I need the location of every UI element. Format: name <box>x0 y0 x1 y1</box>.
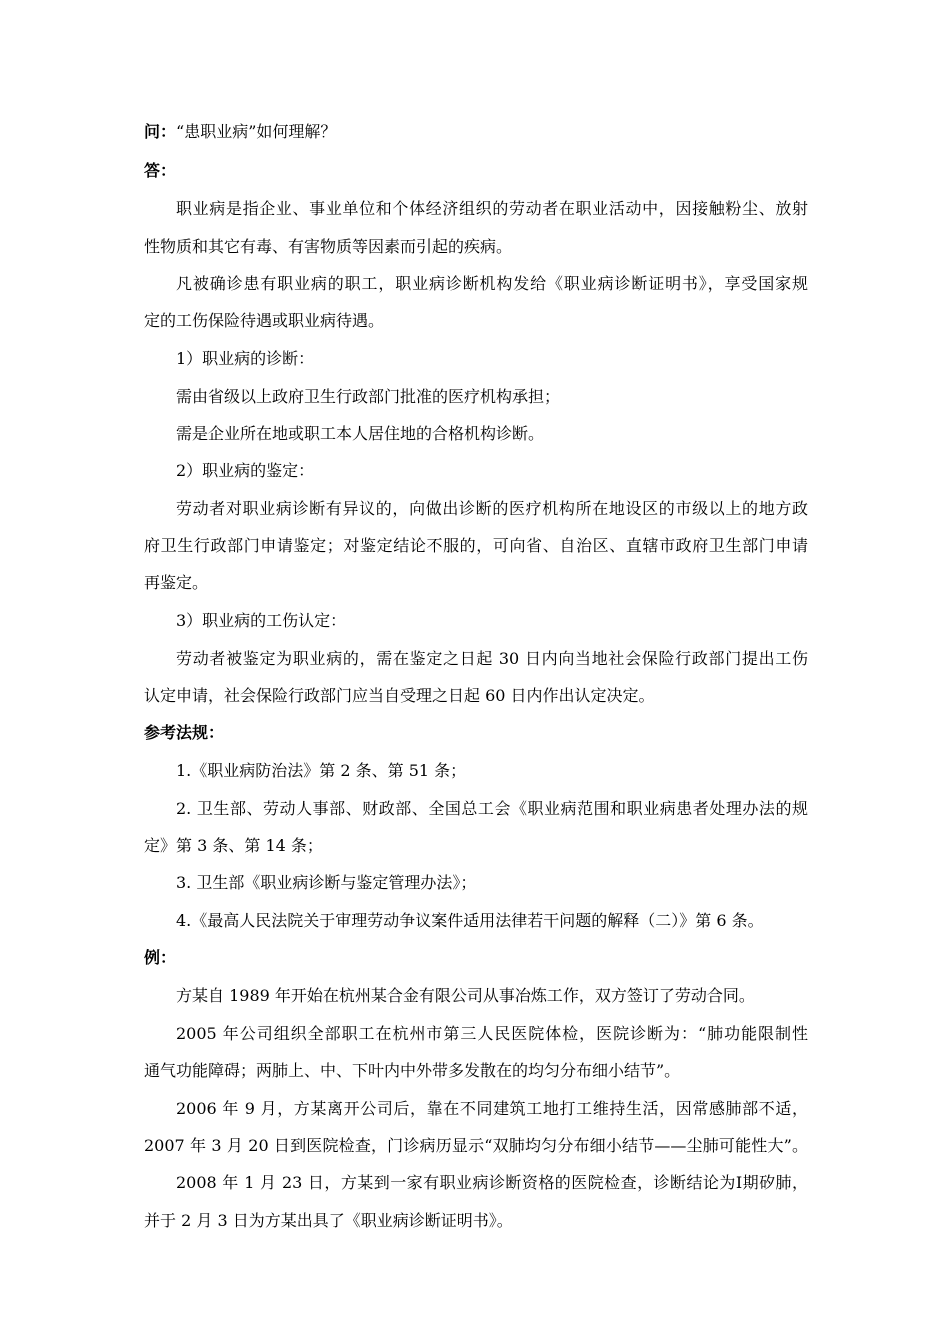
reference-item-2-line1: 2. 卫生部、劳动人事部、财政部、全国总工会《职业病范围和职业病患者处理办法的规 <box>176 799 808 818</box>
question-line <box>144 121 336 143</box>
example-p2-line1: 2005 年公司组织全部职工在杭州市第三人民医院体检，医院诊断为：“肺功能限制性 <box>176 1024 808 1043</box>
references-heading: 参考法规： <box>144 723 225 742</box>
example-heading: 例： <box>144 948 177 967</box>
example-p4-line1: 2008 年 1 月 23 日，方某到一家有职业病诊断资格的医院检查，诊断结论为Ⅰ期矽肺， <box>176 1173 808 1192</box>
example-p3-line2: 2007 年 3 月 20 日到医院检查，门诊病历显示“双肺均匀分布细小结节——尘肺可能性大”。 <box>144 1136 808 1155</box>
answer-p2-line2: 定的工伤保险待遇或职业病待遇。 <box>144 311 385 330</box>
example-p1: 方某自 1989 年开始在杭州某合金有限公司从事冶炼工作，双方签订了劳动合同。 <box>176 986 755 1005</box>
injury-line2: 认定申请，社会保险行政部门应当自受理之日起 60 日内作出认定决定。 <box>144 686 655 705</box>
question-label: 问： <box>144 122 177 141</box>
appraisal-line1: 劳动者对职业病诊断有异议的，向做出诊断的医疗机构所在地设区的市级以上的地方政 <box>176 499 808 518</box>
reference-item-1: 1.《职业病防治法》第 2 条、第 51 条； <box>176 761 467 780</box>
example-p2-line2: 通气功能障碍；两肺上、中、下叶内中外带多发散在的均匀分布细小结节”。 <box>144 1061 681 1080</box>
answer-p1-line2: 性物质和其它有毒、有害物质等因素而引起的疾病。 <box>144 237 513 256</box>
question-text: “患职业病”如何理解？ <box>176 122 337 141</box>
reference-item-4: 4.《最高人民法院关于审理劳动争议案件适用法律若干问题的解释（二）》第 6 条。 <box>176 911 764 930</box>
appraisal-line2: 府卫生行政部门申请鉴定；对鉴定结论不服的，可向省、自治区、直辖市政府卫生部门申请 <box>144 536 808 555</box>
diagnosis-heading: 1）职业病的诊断： <box>176 349 315 368</box>
appraisal-line3: 再鉴定。 <box>144 573 209 592</box>
reference-item-2-line2: 定》第 3 条、第 14 条； <box>144 836 323 855</box>
injury-line1: 劳动者被鉴定为职业病的，需在鉴定之日起 30 日内向当地社会保险行政部门提出工伤 <box>176 649 808 668</box>
example-p4-line2: 并于 2 月 3 日为方某出具了《职业病诊断证明书》。 <box>144 1211 513 1230</box>
answer-heading: 答： <box>144 161 177 180</box>
diagnosis-item2: 需是企业所在地或职工本人居住地的合格机构诊断。 <box>176 424 545 443</box>
diagnosis-item1: 需由省级以上政府卫生行政部门批准的医疗机构承担； <box>176 387 561 406</box>
answer-p2-line1: 凡被确诊患有职业病的职工，职业病诊断机构发给《职业病诊断证明书》，享受国家规 <box>176 274 808 293</box>
reference-item-3: 3. 卫生部《职业病诊断与鉴定管理办法》； <box>176 873 477 892</box>
appraisal-heading: 2）职业病的鉴定： <box>176 461 315 480</box>
answer-p1-line1: 职业病是指企业、事业单位和个体经济组织的劳动者在职业活动中，因接触粉尘、放射 <box>176 199 808 218</box>
injury-heading: 3）职业病的工伤认定： <box>176 611 347 630</box>
example-p3-line1: 2006 年 9 月，方某离开公司后，靠在不同建筑工地打工维持生活，因常感肺部不适， <box>176 1099 808 1118</box>
